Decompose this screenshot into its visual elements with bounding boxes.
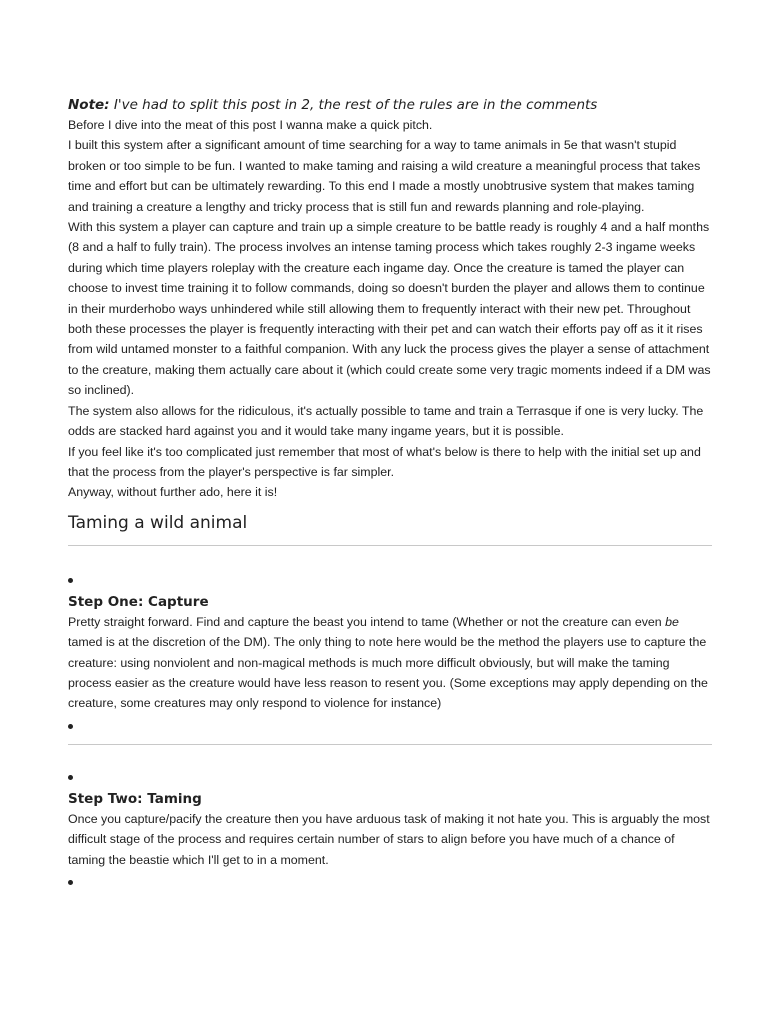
divider — [68, 545, 712, 546]
note-text: I've had to split this post in 2, the rest of the rules are in the comments — [109, 97, 598, 113]
note-line — [68, 95, 712, 115]
intro-paragraph-pitch: Before I dive into the meat of this post I wanna make a quick pitch. — [68, 118, 433, 132]
step-one-text-end: tamed is at the discretion of the DM). The only thing to note here would be the method the players use to capture the creature: using nonviolent and non-magical methods is much more difficult obviously, but will make the taming process easier as the creature would have less reason to resent you. (Some exceptions may apply depending on the creature, some creatures may only respond to violence for instance) — [68, 635, 708, 711]
bullet-marker — [68, 716, 712, 734]
post-body — [68, 95, 712, 890]
bullet-marker — [68, 872, 712, 890]
step-one-emphasis: be — [665, 614, 679, 629]
step-one-text-start: Pretty straight forward. Find and capture the beast you intend to tame (Whether or not the creature can even — [68, 614, 666, 629]
step-one-title: Step One: Capture — [68, 593, 209, 610]
intro-paragraph-process: With this system a player can capture and train up a simple creature to be battle ready is roughly 4 and a half months (8 and a half to fully train). The process involves an intense taming process which takes roughly 2-3 ingame weeks during which time players roleplay with the creature each ingame day. Once the creature is tamed the player can choose to invest time training it to follow commands, doing so doesn't burden the player and allows them to continue in their murderhobo ways unhindered while still allowing them to frequently interact with their new pet. Throughout both these processes the player is frequently interacting with their pet and can watch their efforts pay off as it it rises from wild untamed monster to a faithful companion. With any luck the process gives the player a sense of attachment to the creature, making them actually care about it (which could create some very tragic moments indeed if a DM was so inclined). — [68, 220, 711, 398]
bullet-marker — [68, 767, 712, 785]
divider — [68, 744, 712, 745]
step-two-text: Once you capture/pacify the creature then you have arduous task of making it not hate you. This is arguably the most difficult stage of the process and requires certain number of stars to align before you have much of a chance of taming the beastie which I'll get to in a moment. — [68, 811, 710, 867]
step-one-text — [68, 612, 712, 714]
bullet-marker — [68, 570, 712, 588]
note-label: Note: — [68, 97, 110, 113]
intro-paragraph-complicated: If you feel like it's too complicated just remember that most of what's below is there to help with the initial set up and that the process from the player's perspective is far simpler. — [68, 444, 701, 479]
section-heading: Taming a wild animal — [68, 512, 248, 533]
intro-paragraph-system: I built this system after a significant amount of time searching for a way to tame animals in 5e that wasn't stupid broken or too simple to be fun. I wanted to make taming and raising a wild creature a meaningful process that takes time and effort but can be ultimately rewarding. To this end I made a mostly unobtrusive system that makes taming and training a creature a lengthy and tricky process that is still fun and rewards planning and role-playing. — [68, 138, 701, 214]
step-two-title: Step Two: Taming — [68, 790, 202, 807]
intro-paragraph-terrasque: The system also allows for the ridiculous, it's actually possible to tame and train a Terrasque if one is very lucky. The odds are stacked hard against you and it would take many ingame years, but it is possible. — [68, 403, 704, 439]
intro-paragraph-anyway: Anyway, without further ado, here it is! — [68, 485, 278, 500]
